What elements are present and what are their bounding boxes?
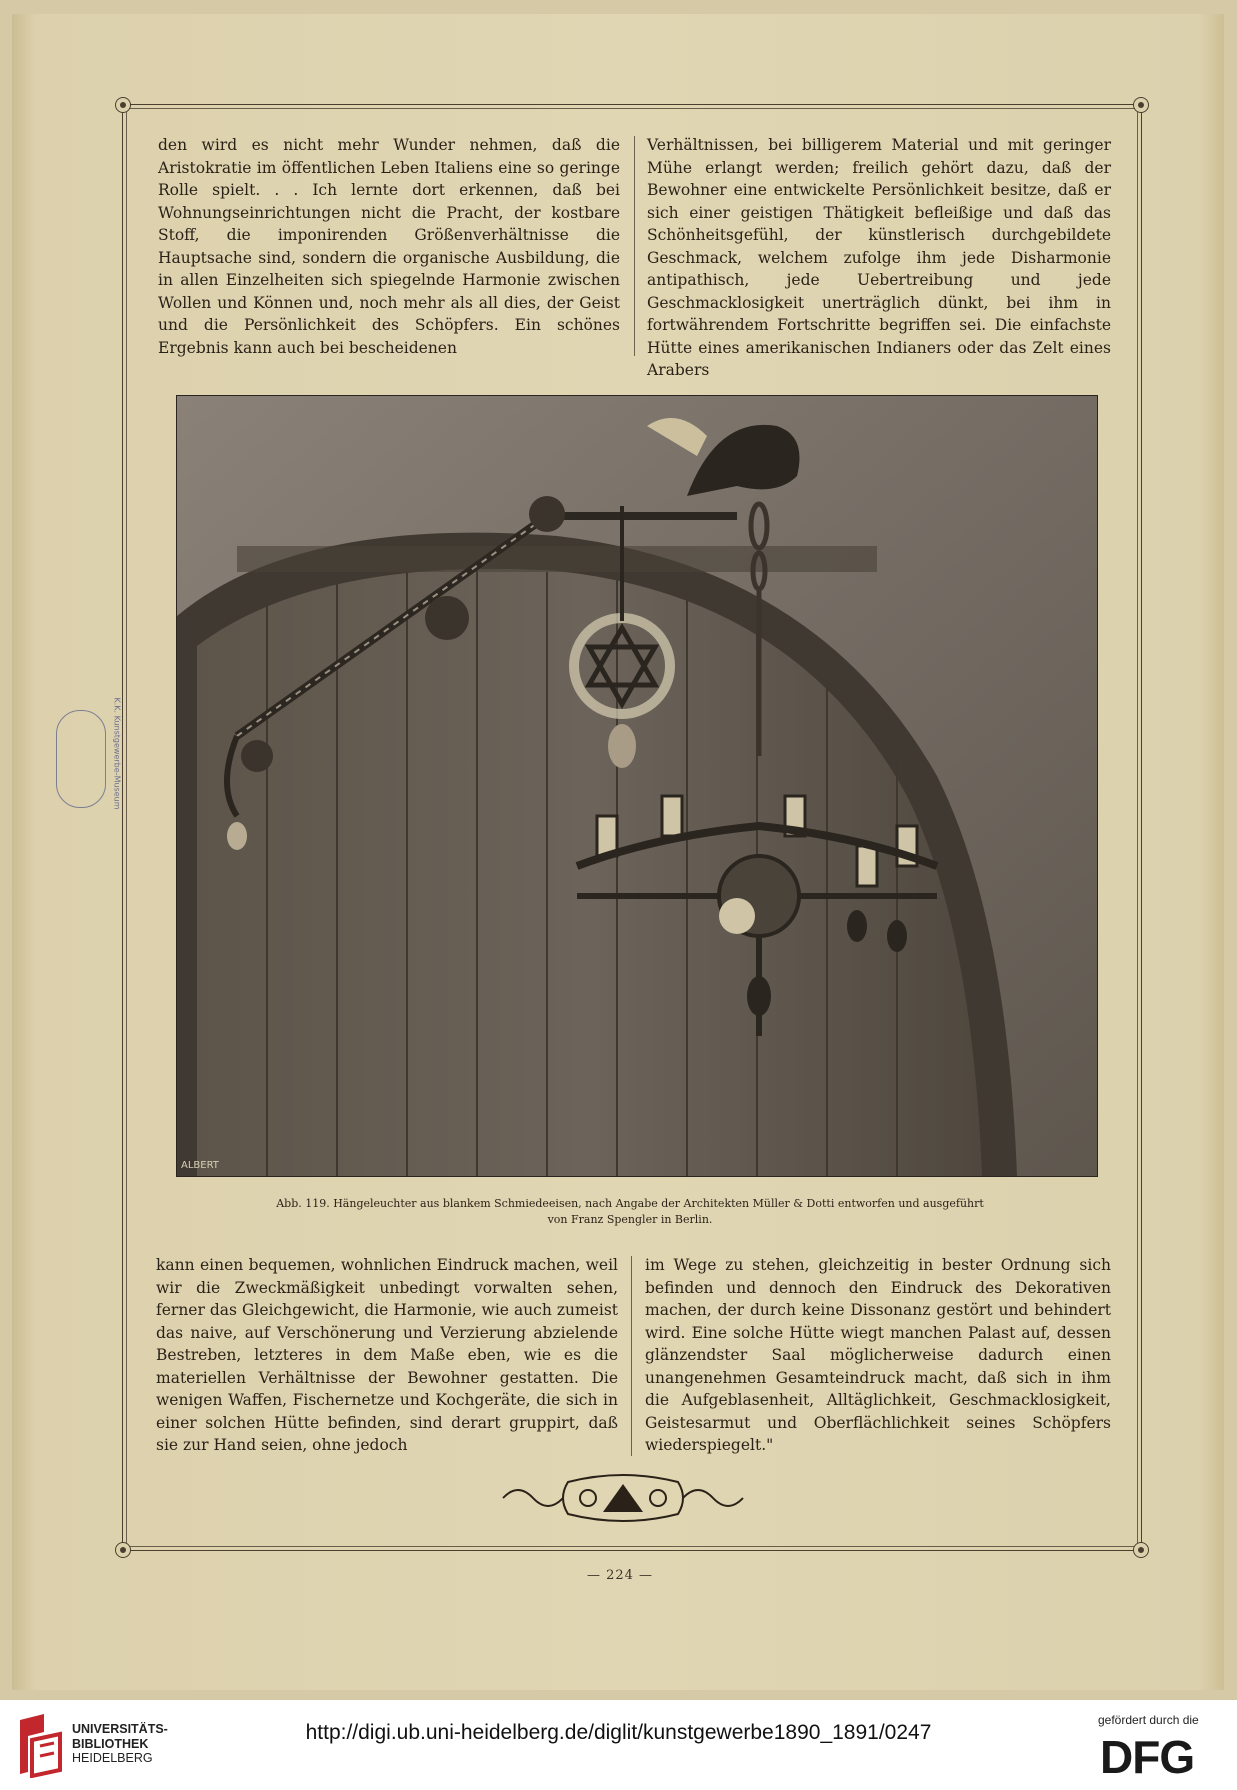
chandelier-illustration [177,396,1097,1176]
library-name-line: BIBLIOTHEK [72,1736,149,1751]
corner-ornament-top-left [115,97,131,113]
tailpiece-ornament [498,1472,748,1524]
paragraph: im Wege zu stehen, gleichzeitig in bester Ordnung sich befinden und dennoch den Eindruck des Dekorativen machen, der durch keine Dissonanz gestört und behindert wird. Eine solche Hütte wiegt manchen Palast auf, dessen glänzendster Saal möglicherweise dadurch einen unangenehmen Gesamteindruck macht, daß sich in ihm die Aufgeblasenheit, Alltäglichkeit, Geschmacklosigkeit, Geistesarmut und Oberflächlichkeit seines Schöpfers wiederspiegelt." [645,1256,1111,1454]
corner-ornament-bottom-right [1133,1542,1149,1558]
text-column-top-left [158,134,620,359]
text-column-bottom-right [645,1254,1111,1457]
column-divider-top [634,136,635,356]
funding-label: gefördert durch die [1098,1713,1199,1727]
caption-line: Abb. 119. Hängeleuchter aus blankem Schmiedeeisen, nach Angabe der Architekten Müller & Dotti entworfen und ausgeführt [276,1197,984,1210]
corner-ornament-top-right [1133,97,1149,113]
paragraph: Verhältnissen, bei billigerem Material und mit geringer Mühe erlangt werden; freilich gehört dazu, daß der Bewohner eine entwickelte Persönlichkeit besitze, daß er sich einer geistigen Thätigkeit befleißige und daß das Schönheitsgefühl, der künstlerisch durchgebildete Geschmack, welchem zufolge ihm jede Disharmonie antipathisch, jede Uebertreibung und jede Geschmacklosigkeit unerträglich dünkt, bei ihm in fortwährendem Fortschritte begriffen sei. Die einfachste Hütte eines amerikanischen Indianers oder das Zelt eines Arabers [647,136,1111,379]
library-name-line: UNIVERSITÄTS- [72,1722,168,1736]
paragraph: kann einen bequemen, wohnlichen Eindruck machen, weil wir die Zweckmäßigkeit unbedingt vorwalten sehen, ferner das Gleichgewicht, die Harmonie, wie auch zumeist das naive, auf Verschönerung und Verzierung abzielende Bestreben, letzteres in dem Maße eben, wie es die materiellen Verhältnisse der Bewohner gestatten. Die wenigen Waffen, Fischernetze und Kochgeräte, die sich in einer solchen Hütte befinden, sind derart gruppirt, daß sie zur Hand seien, ohne jedoch [156,1256,618,1454]
permalink-url[interactable]: http://digi.ub.uni-heidelberg.de/diglit/kunstgewerbe1890_1891/0247 [305,1721,932,1744]
text-column-bottom-left [156,1254,618,1457]
dfg-logo[interactable]: DFG [1100,1731,1195,1783]
column-divider-bottom [631,1256,632,1456]
figure-caption [150,1196,1110,1228]
library-name-line: HEIDELBERG [72,1751,153,1765]
page-number: — 224 — [586,1568,654,1583]
photo-signature: ALBERT [181,1160,219,1171]
text-column-top-right [647,134,1111,382]
chandelier-photograph [176,395,1098,1177]
library-stamp [56,697,122,810]
viewer-footer [0,1700,1237,1790]
paragraph: den wird es nicht mehr Wunder nehmen, daß die Aristokratie im öffentlichen Leben Italiens eine so geringe Rolle spielt. . . Ich lernte dort erkennen, daß bei Wohnungseinrichtungen nicht die Pracht, der kostbare Stoff, die imponirenden Größenverhältnisse die Hauptsache sind, sondern die organische Ausbildung, die in allen Einzelheiten sich spiegelnde Harmonie zwischen Wollen und Können und, noch mehr als all dies, der Geist und die Persönlichkeit des Schöpfers. Ein schönes Ergebnis kann auch bei bescheidenen [158,136,620,357]
stamp-text: K.K. Kunstgewerbe-Museum [112,697,122,810]
caption-line: von Franz Spengler in Berlin. [547,1213,713,1226]
corner-ornament-bottom-left [115,1542,131,1558]
